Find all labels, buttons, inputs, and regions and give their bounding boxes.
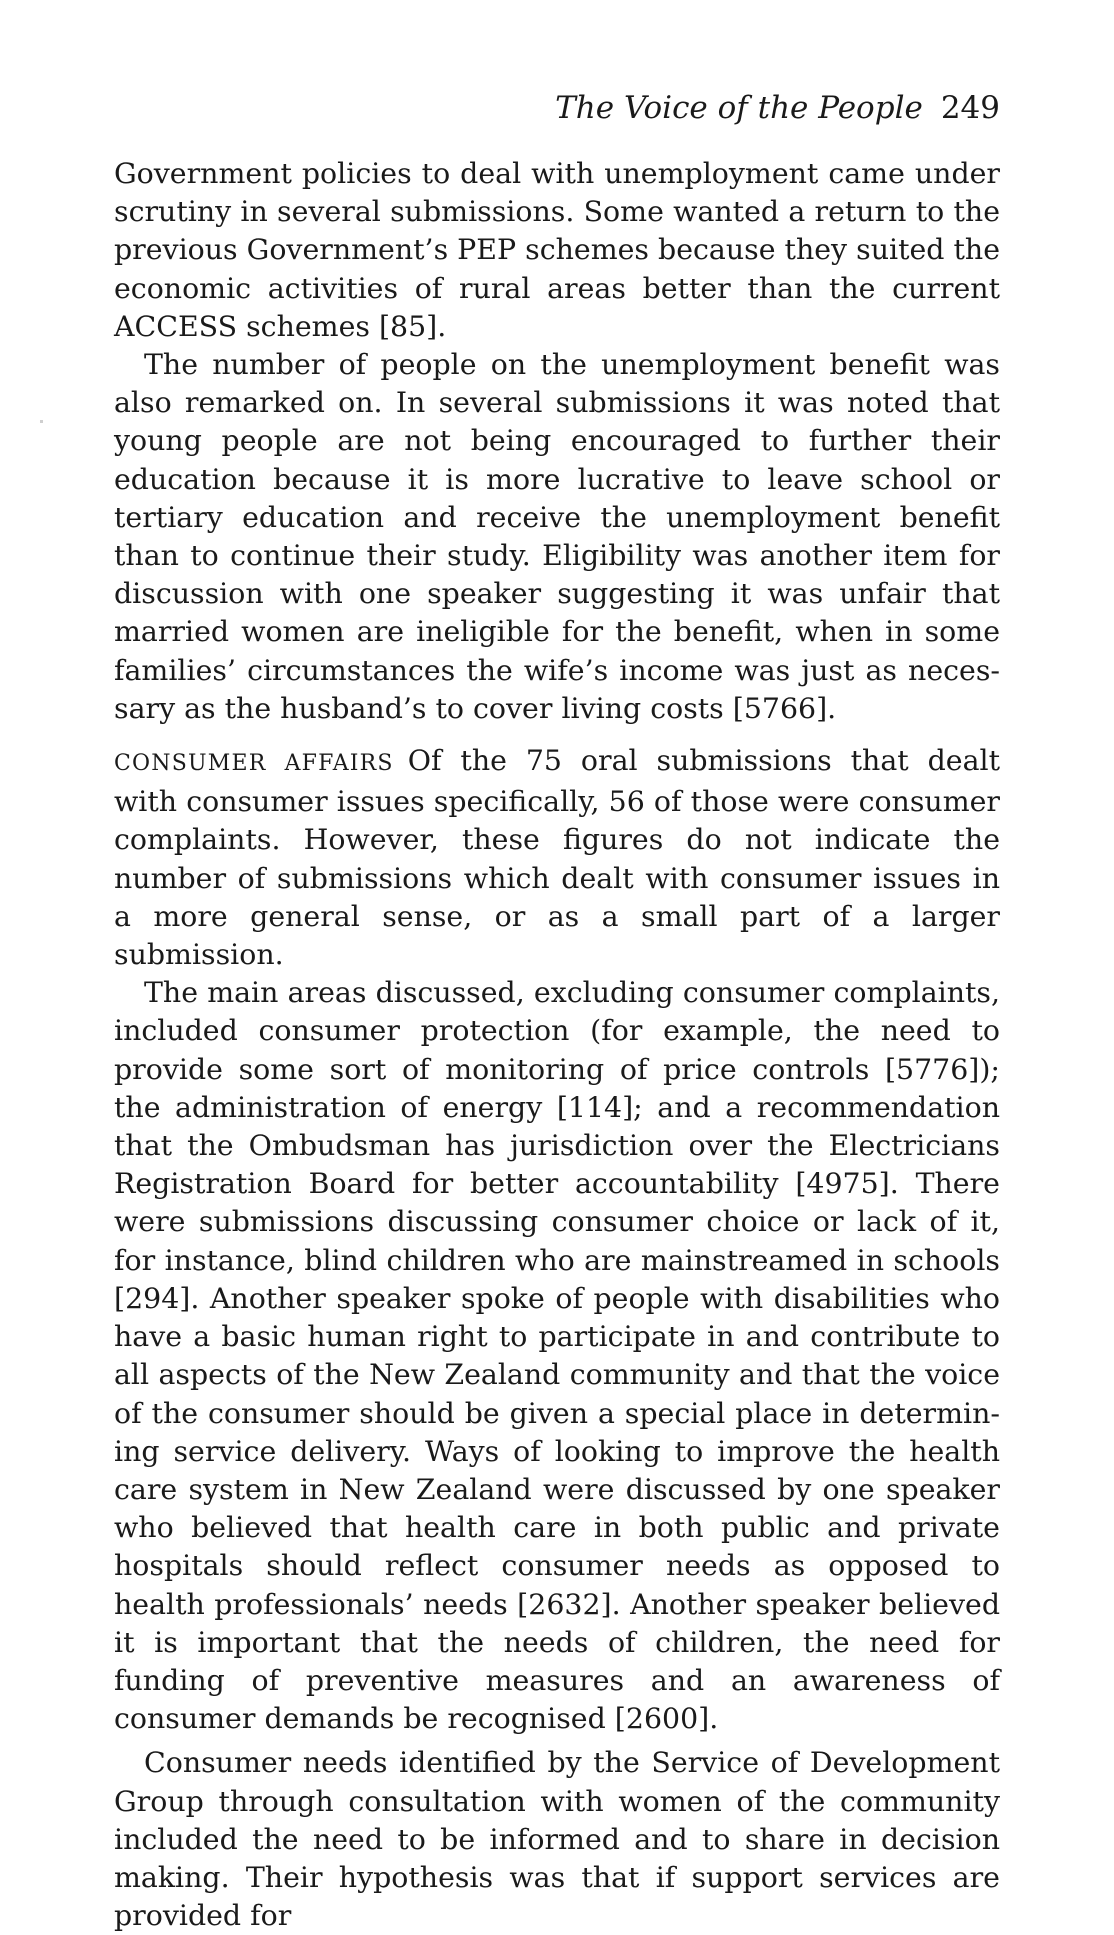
paragraph-unemployment-benefit: The number of people on the unemployment benefit was also remarked on. In several submissions it was noted that young people are not being encouraged to further their education because it is more lucrative to leave school or tertiary education and receive the unemployment benefit than to continue their study. Eligibility was another item for discussion with one speaker suggesting it was unfair that married women are ineligible for the benefit, when in some families’ circumstances the wife’s income was just as necessary as the husband’s to cover living costs [5766]. — [114, 348, 1000, 725]
paragraph-consumer-needs: Consumer needs identified by the Service of Development Group through consultation with women of the community included the need to be informed and to share in decision making. Their hypothesis was that if support services are provided for — [114, 1746, 1000, 1933]
section-consumer-affairs — [114, 742, 1000, 974]
body-text — [114, 155, 1000, 1935]
running-head — [555, 88, 1000, 128]
section-heading: CONSUMER AFFAIRS — [114, 751, 394, 777]
section-lead-text: Of the 75 oral submissions that dealt with consumer issues specifically, 56 of those were consumer complaints. However, these figures do not indicate the number of submissions which dealt with consumer issues in a more general sense, or as a small part of a larger submission. — [114, 744, 1000, 972]
paragraph-main-areas: The main areas discussed, excluding consumer complaints, included consumer protection (for example, the need to provide some sort of monitoring of price controls [5776]); the administration of energy [114]; and a recommendation that the Ombudsman has jurisdiction over the Electricians Registration Board for better accountability [4975]. There were submissions discussing consumer choice or lack of it, for instance, blind children who are mainstreamed in schools [294]. Another speaker spoke of people with disabilities who have a basic human right to participate in and contribute to all aspects of the New Zealand community and that the voice of the consumer should be given a special place in determining service delivery. Ways of looking to improve the health care system in New Zealand were discussed by one speaker who believed that health care in both public and private hospitals should reflect consumer needs as opposed to health professionals’ needs [2632]. Another speaker believed it is important that the needs of children, the need for funding of preventive measures and an awareness of consumer demands be recognised [2600]. — [114, 976, 1000, 1736]
page-number: 249 — [940, 90, 1000, 126]
paragraph-unemployment-policies: Government policies to deal with unemployment came under scrutiny in several submissions. Some wanted a return to the previous Government’s PEP schemes because they suited the economic activities of rural areas better than the current ACCESS schemes [85]. — [114, 157, 1000, 343]
running-title: The Voice of the People — [555, 90, 923, 126]
margin-speck — [40, 420, 43, 423]
